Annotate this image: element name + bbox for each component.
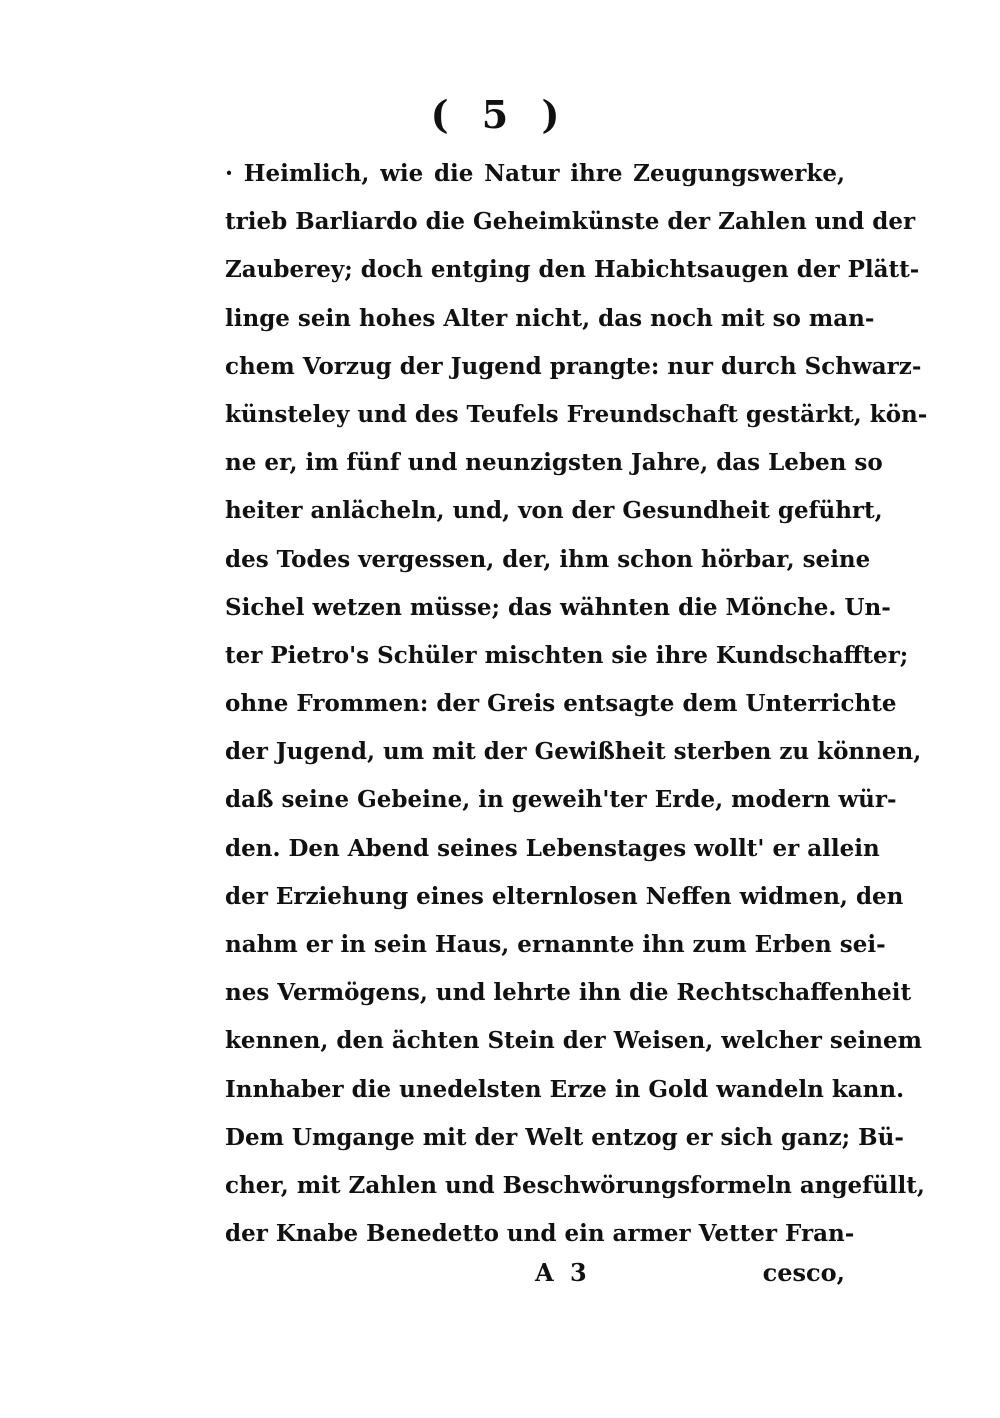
text-line: der Knabe Benedetto und ein armer Vetter Fran- [225,1220,855,1248]
text-line: chem Vorzug der Jugend prangte: nur durch Schwarz- [225,352,922,380]
text-line: cher, mit Zahlen und Beschwörungsformeln angefüllt, [225,1171,925,1199]
page-number: ( 5 ) [430,92,570,137]
text-line: künsteley und des Teufels Freundschaft gestärkt, kön- [225,400,928,428]
text-line: der Jugend, um mit der Gewißheit sterben zu können, [225,738,922,766]
text-line: · Heimlich, wie die Natur ihre Zeugungswerke, [225,160,845,187]
text-line: ne er, im fünf und neunzigsten Jahre, das Leben so [225,449,883,477]
text-line: nahm er in sein Haus, ernannte ihn zum Erben sei- [225,931,886,958]
text-line: Innhaber die unedelsten Erze in Gold wandeln kann. [225,1075,905,1103]
text-line: linge sein hohes Alter nicht, das noch mit so man- [225,304,875,332]
signature-mark: A 3 [535,1258,591,1287]
text-line: daß seine Gebeine, in geweih'ter Erde, modern wür- [225,786,897,814]
text-line: heiter anlächeln, und, von der Gesundheit geführt, [225,497,883,525]
text-line: trieb Barliardo die Geheimkünste der Zahlen und der [225,208,916,236]
text-line: nes Vermögens, und lehrte ihn die Rechtschaffenheit [225,979,912,1007]
text-line: der Erziehung eines elternlosen Neffen widmen, den [225,882,904,910]
text-line: kennen, den ächten Stein der Weisen, welcher seinem [225,1027,922,1055]
text-line: ohne Frommen: der Greis entsagte dem Unterrichte [225,690,897,718]
text-line: Zauberey; doch entging den Habichtsaugen der Plätt- [225,256,920,284]
catchword: cesco, [762,1258,845,1287]
body-text [225,150,928,1258]
page-footer [225,1258,845,1306]
text-line: des Todes vergessen, der, ihm schon hörbar, seine [225,545,871,573]
text-line: Sichel wetzen müsse; das wähnten die Mönche. Un- [225,593,891,621]
text-line: ter Pietro's Schüler mischten sie ihre Kundschaffter; [225,641,909,669]
text-line: Dem Umgange mit der Welt entzog er sich ganz; Bü- [225,1123,904,1151]
text-line: den. Den Abend seines Lebenstages wollt' er allein [225,834,880,862]
